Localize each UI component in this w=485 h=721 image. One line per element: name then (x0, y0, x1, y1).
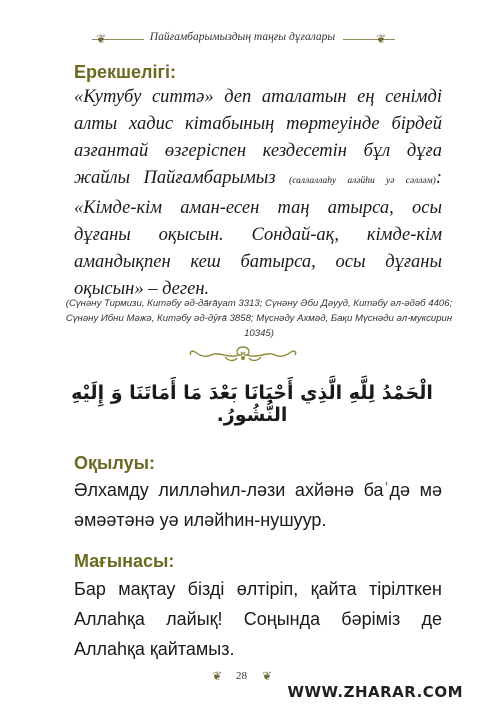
features-text-end: : «Кімде-кім аман-есен таң атырса, осы дұғаны оқысын. Сондай-ақ, кімде-кім амандықпен кеш батырса, осы дұғаны оқысын» – деген. (74, 168, 442, 299)
hadith-sources: (Сүнәну Тирмизи, Китәбу әд-да̄ға̄уат 3313; Сүнәну Әби Дәууд, Китәбу әл-әдәб 4406; Сүнәну Ибни Мәжә, Китәбу әд-дӯға̄ 3858; Мүснәду Ахмәд, Бақи Мүснәди әл-муксирин 10345) (65, 298, 453, 339)
salawat-note: (саллаллаһу аләйһи уә сәлләм) (289, 176, 436, 186)
meaning-text: Бар мақтау бізді өлтіріп, қайта тірілткен Аллаһқа лайық! Соңында бәріміз де Аллаһқа қайтамыз. (74, 579, 442, 659)
header-ornament-right-icon: ❦ (376, 32, 387, 46)
section-heading-features: Ерекшелігі: (74, 62, 176, 82)
page-number: 28 (236, 670, 247, 682)
features-text-start: «Кутубу ситтә» деп аталатын ең сенімді алты хадис кітабының төртеуінде бірдей азғантай өзгеріспен кездесетін бұл дұға жайлы Пайғамбарымыз (74, 87, 442, 188)
section-heading-reading: Оқылуы: (74, 453, 155, 473)
site-watermark: WWW.ZHARAR.COM (287, 683, 463, 701)
running-title: Пайғамбарымыздың таңғы дұғалары (149, 31, 336, 43)
features-paragraph (74, 84, 442, 303)
page-header (0, 28, 485, 50)
transliteration-text: Әлхамду лилләһил-ләзи ахйәнә баʿдә мә әмәәтәнә уә иләйһин-нушуур. (74, 480, 442, 530)
section-heading-meaning: Мағынасы: (74, 551, 175, 571)
arabic-supplication: الْحَمْدُ لِلَّهِ الَّذِي أَحْيَانَا بَعْدَ مَا أَمَاتَنَا وَ إِلَيْهِ النُّشُورُ. (71, 382, 433, 426)
header-rule-right (343, 39, 395, 40)
footer-ornament-right-icon: ❦ (262, 669, 273, 683)
footer-ornament-left-icon: ❦ (212, 669, 223, 683)
header-ornament-left-icon: ❦ (96, 32, 107, 46)
divider-ornament-icon (185, 343, 301, 365)
